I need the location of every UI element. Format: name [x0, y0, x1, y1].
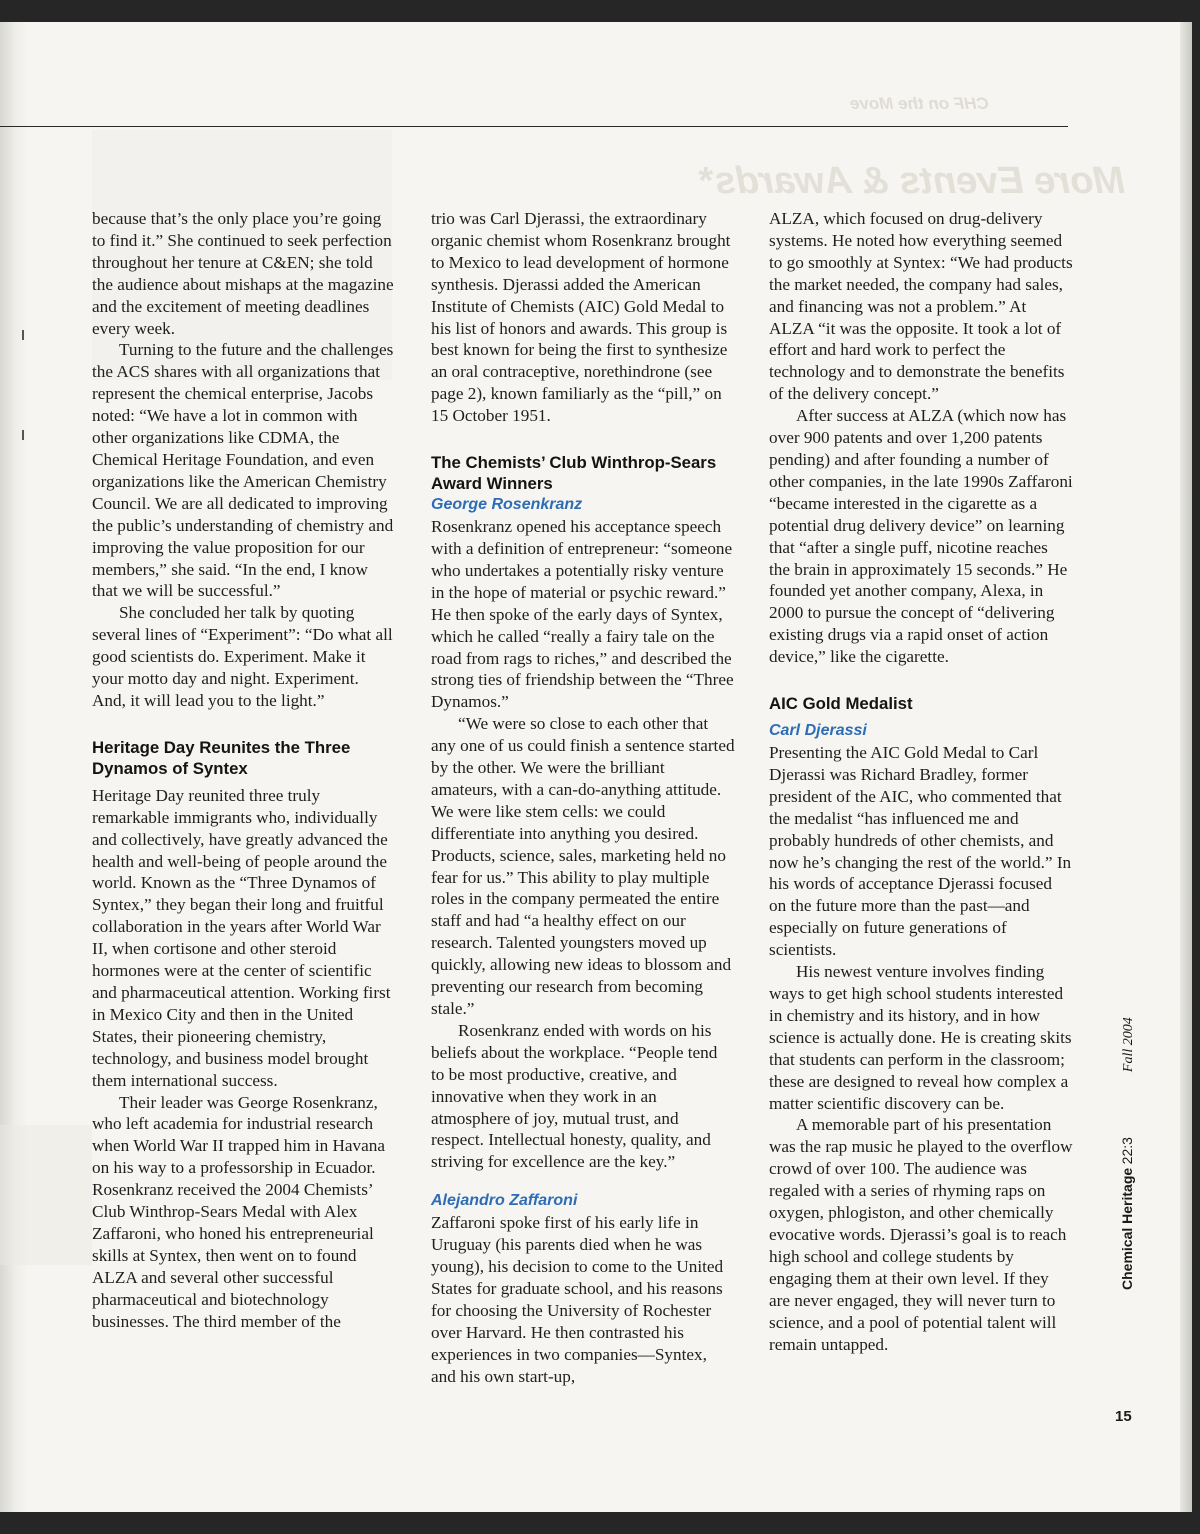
paragraph: She concluded her talk by quoting several lines of “Experiment”: “Do what all good scientists do. Experiment. Make it your motto day and night. Experiment. And, it will lead you to the light.”	[92, 603, 393, 710]
section-heading: The Chemists’ Club Winthrop-Sears Award Winners	[431, 453, 717, 494]
subheading-name: Alejandro Zaffaroni	[431, 1192, 578, 1210]
show-through	[0, 1125, 92, 1265]
page-number: 15	[1115, 1408, 1132, 1425]
section-heading: Heritage Day Reunites the Three Dynamos of Syntex	[92, 737, 351, 778]
show-through-text: CHF on the Move	[850, 94, 989, 113]
binding-edge	[0, 22, 26, 1512]
paragraph: Rosenkranz opened his acceptance speech with a definition of entrepreneur: “someone who undertakes a potentially risky venture in the hope of material or psychic reward.” He then spoke of the early days of Syntex, which he called “really a fairy tale on the road from rags to riches,” and described the strong ties of friendship between the “Three Dynamos.”	[431, 517, 734, 712]
text-column-2	[431, 208, 735, 1388]
paragraph: trio was Carl Djerassi, the extraordinary organic chemist whom Rosenkranz brought to Mexico to lead development of hormone synthesis. Djerassi added the American Institute of Chemists (AIC) Gold Medal to his list of honors and awards. This group is best known for being the first to synthesize an oral contraceptive, norethindrone (see page 2), known familiarly as the “pill,” on 15 October 1951.	[431, 209, 731, 426]
issue-number: 22:3	[1119, 1137, 1135, 1165]
show-through-text: More Events & Awards*	[700, 160, 1126, 202]
paragraph: Zaffaroni spoke first of his early life in Uruguay (his parents died when he was young), his decision to come to the United States for graduate school, and his reasons for choosing the University of Rochester over Harvard. He then contrasted his experiences in two companies—Syntex, and his own start-up,	[431, 1213, 724, 1386]
text-column-1	[92, 208, 396, 1333]
paragraph: After success at ALZA (which now has over 900 patents and over 1,200 patents pending) and after founding a number of other companies, in the late 1990s Zaffaroni “became interested in the cigarette as a potential drug delivery device” on learning that “after a single puff, nicotine reaches the brain in approximately 15 seconds.” He founded yet another company, Alexa, in 2000 to pursue the concept of “delivering existing drugs via a rapid onset of action device,” like the cigarette.	[769, 406, 1073, 667]
paragraph: “We were so close to each other that any one of us could finish a sentence started by the other. We were the brilliant amateurs, with a can-do-anything attitude. We were like stem cells: we could differentiate into anything you desired. Products, science, sales, marketing held no fear for us.” This ability to play multiple roles in the company permeated the entire staff and had “a healthy effect on our research. Talented youngsters moved up quickly, allowing new ideas to blossom and preventing our research from becoming stale.”	[431, 714, 735, 1018]
section-heading: AIC Gold Medalist	[769, 694, 913, 714]
page-edge	[1180, 22, 1192, 1512]
paragraph: because that’s the only place you’re going to find it.” She continued to seek perfection throughout her tenure at C&EN; she told the audience about mishaps at the magazine and the excitement of meeting deadlines every week.	[92, 209, 394, 338]
text-column-3	[769, 208, 1073, 1355]
binding-mark	[22, 430, 24, 440]
subheading-name: George Rosenkranz	[431, 496, 583, 514]
paragraph: Their leader was George Rosenkranz, who left academia for industrial research when World War II trapped him in Havana on his way to a professorship in Ecuador. Rosenkranz received the 2004 Chemists’ Club Winthrop-Sears Medal with Alex Zaffaroni, who honed his entrepreneurial skills at Syntex, then went on to found ALZA and several other successful pharmaceutical and biotechnology businesses. The third member of the	[92, 1092, 385, 1331]
paragraph: Turning to the future and the challenges the ACS shares with all organizations that represent the chemical enterprise, Jacobs noted: “We have a lot in common with other organizations like CDMA, the Chemical Heritage Foundation, and even organizations like the American Chemistry Council. We are all dedicated to improving the public’s understanding of chemistry and improving the value proposition for our members,” she said. “In the end, I know that we will be successful.”	[92, 340, 394, 601]
paragraph: Rosenkranz ended with words on his beliefs about the workplace. “People tend to be most productive, creative, and innovative when they work in an atmosphere of joy, mutual trust, and respect. Intellectual honesty, quality, and striving for excellence are the key.”	[431, 1020, 718, 1172]
paragraph: Presenting the AIC Gold Medal to Carl Djerassi was Richard Bradley, former president of the AIC, who commented that the medalist “has influenced me and probably hundreds of other chemists, and now he’s changing the rest of the world.” In his words of acceptance Djerassi focused on the future more than the past—and especially on future generations of scientists.	[769, 743, 1072, 960]
header-rule	[0, 126, 1068, 127]
subheading-name: Carl Djerassi	[769, 722, 867, 740]
magazine-name: Chemical Heritage	[1119, 1167, 1135, 1290]
paragraph: A memorable part of his presentation was the rap music he played to the overflow crowd of over 100. The audience was regaled with a series of rhyming raps on oxygen, phlogiston, and other chemically evocative words. Djerassi’s goal is to reach high school and college students by engaging them at their own level. If they are never engaged, they will never turn to science, and a pool of potential talent will remain untapped.	[769, 1115, 1073, 1354]
binding-mark	[22, 330, 24, 340]
issue-date: Fall 2004	[1121, 1017, 1136, 1073]
paragraph: ALZA, which focused on drug-delivery systems. He noted how everything seemed to go smoothly at Syntex: “We had products the market needed, the company had sales, and financing was not a problem.” At ALZA “it was the opposite. It took a lot of effort and hard work to perfect the technology and to demonstrate the benefits of the delivery concept.”	[769, 209, 1073, 404]
paragraph: His newest venture involves finding ways to get high school students interested in chemistry and its history, and in how science is actually done. He is creating skits that students can perform in the classroom; these are designed to reveal how complex a matter scientific discovery can be.	[769, 962, 1072, 1113]
paragraph: Heritage Day reunited three truly remarkable immigrants who, individually and collectively, have greatly advanced the health and well-being of people around the world. Known as the “Three Dynamos of Syntex,” they began their long and fruitful collaboration in the years after World War II, when cortisone and other steroid hormones were at the center of scientific and pharmaceutical attention. Working first in Mexico City and then in the United States, their pioneering chemistry, technology, and business model brought them international success.	[92, 785, 391, 1090]
